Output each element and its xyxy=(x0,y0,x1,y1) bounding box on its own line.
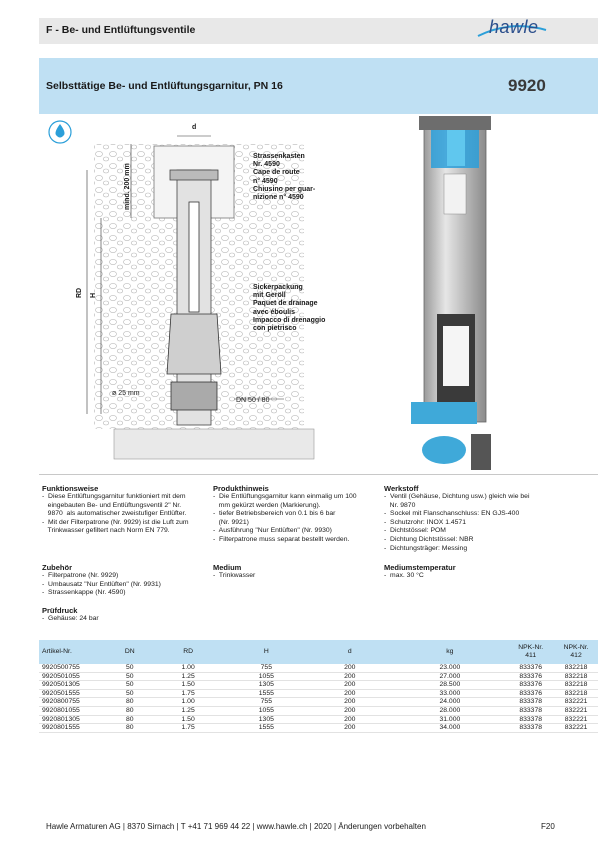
product-title: Selbsttätige Be- und Entlüftungsgarnitur, PN 16 xyxy=(46,80,283,92)
table-cell: 200 xyxy=(307,689,393,698)
table-row xyxy=(39,672,598,681)
col-h: H xyxy=(226,640,307,664)
table-cell: 755 xyxy=(226,698,307,707)
table-cell: 755 xyxy=(226,664,307,672)
table-cell: 1305 xyxy=(226,681,307,690)
heading: Werkstoff xyxy=(384,484,419,493)
werkstoff-block: Werkstoff - Ventil (Gehäuse, Dichtung usw.) gleich wie bei Nr. 9870 - Sockel mit Flanschanschluss: EN GJS-400 - Schutzrohr: INOX 1.4571 - Dichtstössel: POM - Dichtung Dichtstössel: NBR - Dichtungsträger: Messing xyxy=(384,484,584,553)
table-cell: 200 xyxy=(307,715,393,724)
table-cell: 200 xyxy=(307,724,393,733)
table-cell: 50 xyxy=(109,681,151,690)
pruefdruck-block: Prüfdruck - Gehäuse: 24 bar xyxy=(42,606,212,624)
table-cell: 832218 xyxy=(554,689,598,698)
table-cell: 80 xyxy=(109,724,151,733)
table-cell: 833378 xyxy=(507,724,554,733)
table-cell: 1.75 xyxy=(151,689,226,698)
table-cell: 9920801555 xyxy=(39,724,109,733)
dim-h: H xyxy=(90,292,97,298)
col-rd: RD xyxy=(151,640,226,664)
table-header-row xyxy=(39,640,598,664)
table-cell: 832221 xyxy=(554,715,598,724)
page-number: F20 xyxy=(541,822,555,831)
table-cell: 27.000 xyxy=(393,672,508,681)
col-artikel: Artikel-Nr. xyxy=(39,640,109,664)
section-title: F - Be- und Entlüftungsventile xyxy=(46,24,196,36)
table-cell: 1.25 xyxy=(151,672,226,681)
table-cell: 200 xyxy=(307,681,393,690)
dim-min-depth: mind. 200 mm xyxy=(124,163,131,210)
medium-block: Medium - Trinkwasser xyxy=(213,563,383,581)
col-d: d xyxy=(307,640,393,664)
table-cell: 1.25 xyxy=(151,706,226,715)
table-cell: 9920801055 xyxy=(39,706,109,715)
article-table xyxy=(39,640,598,733)
table-row xyxy=(39,706,598,715)
table-cell: 24.000 xyxy=(393,698,508,707)
table-cell: 9920501555 xyxy=(39,689,109,698)
table-cell: 33.000 xyxy=(393,689,508,698)
table-cell: 832221 xyxy=(554,724,598,733)
table-cell: 9920800755 xyxy=(39,698,109,707)
water-drop-icon xyxy=(49,121,71,143)
table-cell: 9920500755 xyxy=(39,664,109,672)
table-cell: 50 xyxy=(109,672,151,681)
table-cell: 1555 xyxy=(226,689,307,698)
table-cell: 200 xyxy=(307,664,393,672)
table-cell: 833378 xyxy=(507,715,554,724)
heading: Medium xyxy=(213,563,242,572)
table-cell: 1305 xyxy=(226,715,307,724)
table-cell: 9920501305 xyxy=(39,681,109,690)
table-row xyxy=(39,715,598,724)
table-cell: 833378 xyxy=(507,706,554,715)
table-row xyxy=(39,689,598,698)
dim-rd: RD xyxy=(76,287,83,298)
table-cell: 832218 xyxy=(554,672,598,681)
zubehoer-block: Zubehör - Filterpatrone (Nr. 9929) - Umbausatz "Nur Entlüften" (Nr. 9931) - Strassenkappe (Nr. 4590) xyxy=(42,563,212,598)
table-cell: 50 xyxy=(109,689,151,698)
dim-dn: DN 50 / 80 xyxy=(236,397,270,404)
mediumtemperatur-block: Mediumstemperatur - max. 30 °C xyxy=(384,563,584,581)
table-cell: 833376 xyxy=(507,689,554,698)
table-cell: 1055 xyxy=(226,672,307,681)
heading: Mediumstemperatur xyxy=(384,563,456,572)
table-cell: 31.000 xyxy=(393,715,508,724)
table-cell: 80 xyxy=(109,715,151,724)
product-number: 9920 xyxy=(508,76,546,95)
table-cell: 1.50 xyxy=(151,715,226,724)
table-cell: 9920801305 xyxy=(39,715,109,724)
table-cell: 28.000 xyxy=(393,706,508,715)
table-row xyxy=(39,698,598,707)
table-cell: 80 xyxy=(109,698,151,707)
table-cell: 34.000 xyxy=(393,724,508,733)
heading: Produkthinweis xyxy=(213,484,269,493)
table-cell: 832218 xyxy=(554,681,598,690)
divider xyxy=(39,474,598,475)
table-cell: 80 xyxy=(109,706,151,715)
table-row xyxy=(39,664,598,672)
table-cell: 50 xyxy=(109,664,151,672)
col-dn: DN xyxy=(109,640,151,664)
table-row xyxy=(39,681,598,690)
col-npk-411: NPK-Nr. 411 xyxy=(507,640,554,664)
table-cell: 1.75 xyxy=(151,724,226,733)
table-cell: 833378 xyxy=(507,698,554,707)
table-cell: 28.500 xyxy=(393,681,508,690)
label-street-box: Strassenkasten Nr. 4590 Cape de route n° 4590 Chiusino per guar- nizione n° 4590 xyxy=(253,153,316,202)
table-cell: 833376 xyxy=(507,664,554,672)
table-cell: 1.00 xyxy=(151,698,226,707)
table-cell: 1555 xyxy=(226,724,307,733)
table-cell: 200 xyxy=(307,706,393,715)
heading: Funktionsweise xyxy=(42,484,99,493)
dim-diameter: ø 25 mm xyxy=(112,390,140,397)
table-cell: 1.50 xyxy=(151,681,226,690)
table-cell: 23.000 xyxy=(393,664,508,672)
table-cell: 9920501055 xyxy=(39,672,109,681)
table-cell: 833376 xyxy=(507,681,554,690)
table-cell: 832221 xyxy=(554,706,598,715)
logo-text: hawle xyxy=(489,17,539,37)
label-drainage-pack: Sickerpackung mit Geröll Paquet de drainage avec éboulis Impacco di drenaggio con pietrisco xyxy=(253,284,326,333)
heading: Prüfdruck xyxy=(42,606,78,615)
dim-d: d xyxy=(192,124,197,131)
funktionsweise-block: Funktionsweise - Diese Entlüftungsgarnitur funktioniert mit dem eingebauten Be- und Entlüftungsventil 2" Nr. 9870 als automatischer zweistufiger Entlüfter. - Mit der Filterpatrone (Nr. 9929) ist die Luft zum Trinkwasser gefiltert nach Norm EN 779. xyxy=(42,484,212,536)
col-npk-412: NPK-Nr. 412 xyxy=(554,640,598,664)
table-row xyxy=(39,724,598,733)
col-kg: kg xyxy=(393,640,508,664)
table-cell: 200 xyxy=(307,672,393,681)
table-cell: 833376 xyxy=(507,672,554,681)
table-cell: 832218 xyxy=(554,664,598,672)
footer-text: Hawle Armaturen AG | 8370 Sirnach | T +41 71 969 44 22 | www.hawle.ch | 2020 | Änderungen vorbehalten xyxy=(46,822,426,831)
heading: Zubehör xyxy=(42,563,72,572)
produkthinweis-block: Produkthinweis - Die Entlüftungsgarnitur kann einmalig um 100 mm gekürzt werden (Markierung). - tiefer Betriebsbereich von 0.1 bis 6 bar (Nr. 9921) - Ausführung "Nur Entlüften" (Nr. 9930) - Filterpatrone muss separat bestellt werden. xyxy=(213,484,383,545)
table-cell: 1055 xyxy=(226,706,307,715)
table-cell: 1.00 xyxy=(151,664,226,672)
table-cell: 200 xyxy=(307,698,393,707)
table-cell: 832221 xyxy=(554,698,598,707)
